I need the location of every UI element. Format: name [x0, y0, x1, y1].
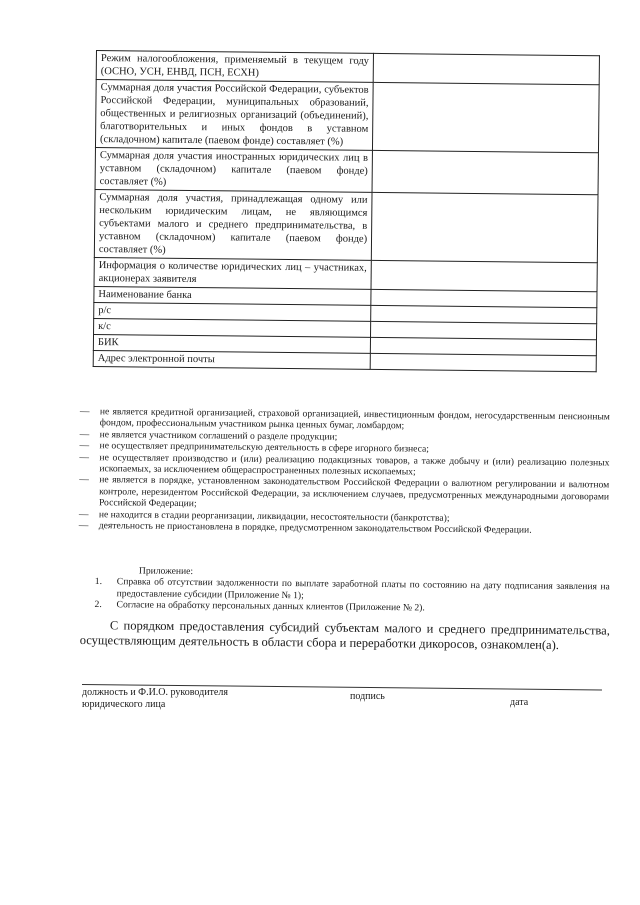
field-label: Суммарная доля участия Российской Федерации, субъектов Российской Федерации, муниципальных образований, общественных и религиозных организаций (объединений), благотворительных и иных фондов в уставном (складочном) капитале (паевом фонде) составляет (%) [95, 80, 373, 151]
field-label: Адрес электронной почты [93, 350, 370, 369]
field-label: Наименование банка [94, 286, 371, 305]
date-label: дата [510, 697, 529, 708]
field-label: к/с [94, 318, 371, 337]
dash-bullet: — [79, 451, 90, 463]
declaration-text: не осуществляет предпринимательскую деятельность в сфере игорного бизнеса; [99, 440, 429, 455]
field-label: Суммарная доля участия, принадлежащая одному или нескольким юридическим лицам, не являющимся субъектами малого и среднего предпринимательства, в уставном (складочном) капитале (паевом фонде) составляет (%) [94, 189, 372, 260]
appendix-title: Приложение: [138, 565, 194, 578]
declaration-text: деятельность не приостановлена в порядке, предусмотренном законодательством Российской Федерации. [98, 520, 532, 536]
table-row [95, 80, 599, 153]
appendix-item-text: Согласие на обработку персональных данных клиентов (Приложение № 2). [116, 599, 425, 614]
declaration-text: не находится в стадии реорганизации, ликвидации, несостоятельности (банкротства); [98, 508, 450, 524]
field-label: Режим налогообложения, применяемый в текущем году (ОСНО, УСН, ЕНВД, ПСН, ЕСХН) [96, 51, 373, 83]
field-value[interactable] [371, 260, 597, 291]
declaration-text: не является в порядке, установленном законодательством Российской Федерации о валютном регулировании и валютном контроле, нерезидентом Российской Федерации, за исключением случаев, предусмотренных международными договорами Российской Федерации; [98, 474, 610, 510]
appendix-section [95, 565, 610, 616]
table-row [94, 189, 598, 262]
field-label: Суммарная доля участия иностранных юридических лиц в уставном (складочном) капитале (паевом фонде) составляет (%) [95, 147, 372, 192]
field-label: Информация о количестве юридических лиц – участниках, акционерах заявителя [94, 257, 371, 289]
dash-bullet: — [78, 520, 89, 532]
position-name-label: должность и Ф.И.О. руководителя юридического лица [82, 687, 228, 710]
field-value[interactable] [371, 192, 598, 262]
appendix-item-number: 2. [94, 599, 102, 611]
declaration-text: не является кредитной организацией, страховой организацией, инвестиционным фондом, негосударственным пенсионным фондом, профессиональным участником рынка ценных бумаг, ломбардом; [99, 406, 610, 432]
declaration-item [79, 474, 609, 514]
dash-bullet: — [78, 508, 89, 520]
field-label: р/с [94, 302, 371, 321]
field-value[interactable] [370, 353, 596, 371]
dash-bullet: — [79, 428, 90, 440]
appendix-item-number: 1. [94, 576, 103, 588]
declaration-text: не является участником соглашений о разделе продукции; [99, 429, 338, 443]
dash-bullet: — [79, 406, 90, 418]
dash-bullet: — [79, 440, 90, 452]
applicant-declarations-list [79, 406, 610, 537]
dash-bullet: — [79, 474, 89, 486]
field-value[interactable] [373, 53, 599, 84]
field-value[interactable] [372, 150, 598, 194]
declaration-text: не осуществляет производство и (или) реализацию подакцизных товаров, а также добычу и (или) реализацию полезных ископаемых, за исключением общераспространенных полезных ископаемых; [99, 451, 610, 478]
signature-label: подпись [350, 691, 385, 702]
field-value[interactable] [373, 82, 600, 152]
table-row [95, 147, 598, 194]
field-label: БИК [93, 334, 370, 353]
acknowledgement-notice: С порядком предоставления субсидий субъектам малого и среднего предпринимательства, осуществляющим деятельность в области сбора и переработки дикоросов, ознакомлен(а). [79, 618, 610, 653]
applicant-info-table [93, 50, 600, 372]
appendix-item-text: Справка об отсутствии задолженности по выплате заработной платы по состоянию на дату подписания заявления на предоставление субсидии (Приложение № 1); [116, 576, 610, 602]
